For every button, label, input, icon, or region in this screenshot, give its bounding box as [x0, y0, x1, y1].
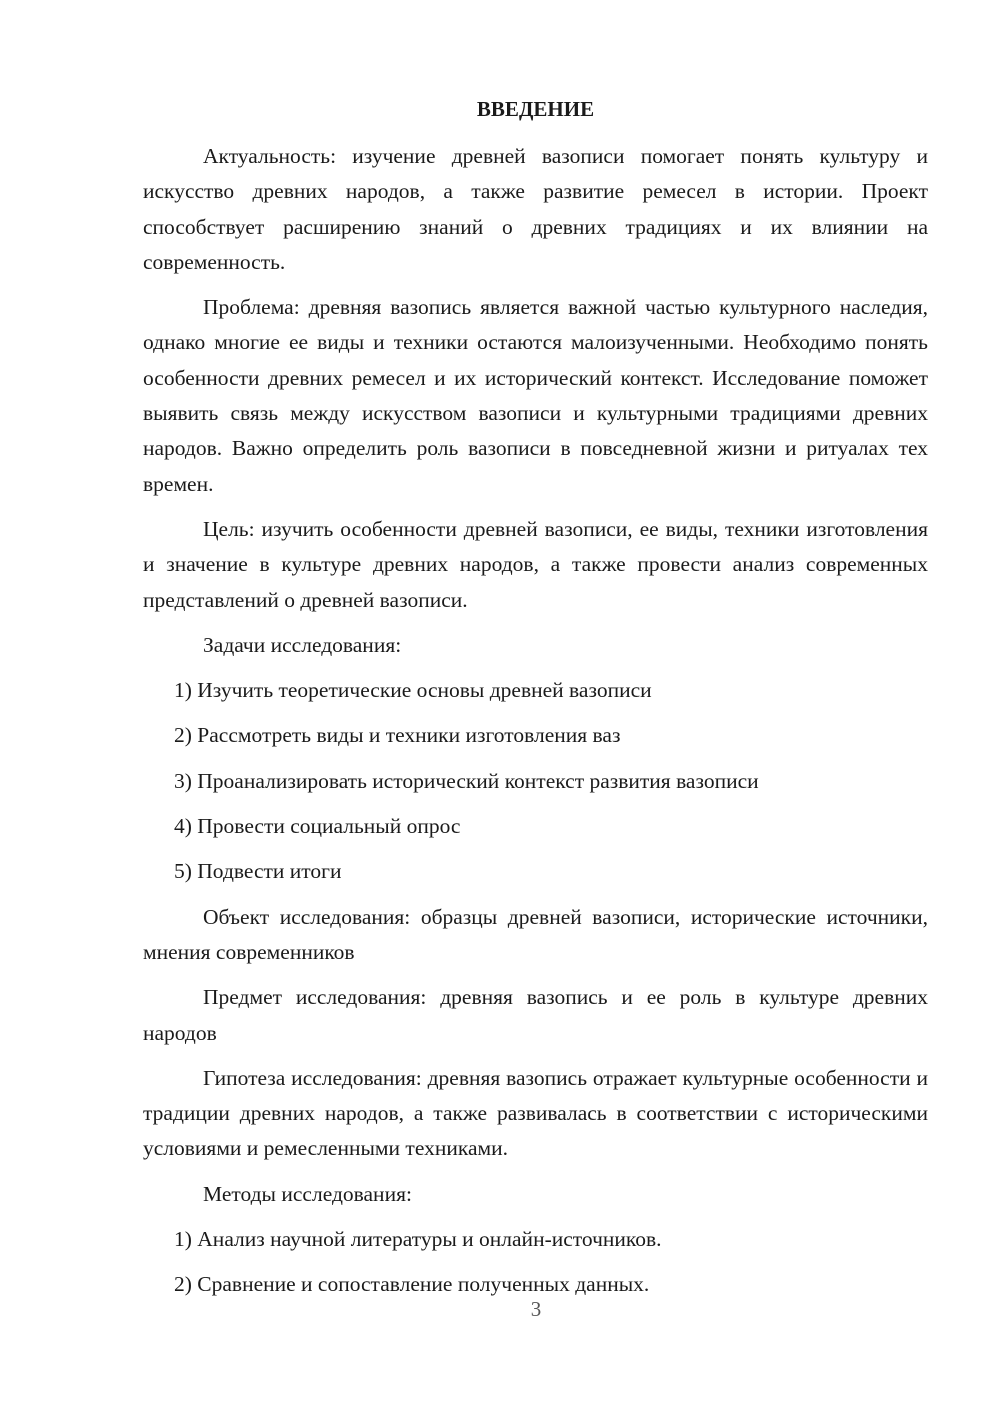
problem-paragraph: Проблема: древняя вазопись является важной частью культурного наследия, однако многие ее виды и техники остаются малоизученными. Необходимо понять особенности древних ремесел и их исторический контекст. Исследование поможет выявить связь между искусством вазописи и культурными традициями древних народов. Важно определить роль вазописи в повседневной жизни и ритуалах тех времен.	[143, 295, 928, 496]
goal-paragraph: Цель: изучить особенности древней вазописи, ее виды, техники изготовления и значение в культуре древних народов, а также провести анализ современных представлений о древней вазописи.	[143, 516, 928, 612]
relevance-paragraph: Актуальность: изучение древней вазописи помогает понять культуру и искусство древних народов, а также развитие ремесел в истории. Проект способствует расширению знаний о древних традициях и их влиянии на современность.	[143, 144, 928, 274]
object-paragraph: Объект исследования: образцы древней вазописи, исторические источники, мнения современников	[143, 904, 928, 964]
task-item: 3) Проанализировать исторический контекст развития вазописи	[174, 768, 759, 793]
task-item: 5) Подвести итоги	[174, 859, 342, 884]
document-page	[143, 95, 928, 1313]
method-item: 2) Сравнение и сопоставление полученных данных.	[174, 1272, 650, 1297]
hypothesis-paragraph: Гипотеза исследования: древняя вазопись отражает культурные особенности и традиции древних народов, а также развивалась в соответствии с историческими условиями и ремесленными техниками.	[143, 1065, 928, 1161]
page-number: 3	[530, 1297, 542, 1321]
methods-title: Методы исследования:	[203, 1181, 412, 1206]
tasks-title: Задачи исследования:	[203, 632, 402, 657]
task-item: 4) Провести социальный опрос	[174, 814, 461, 839]
task-item: 2) Рассмотреть виды и техники изготовления ваз	[174, 723, 621, 748]
subject-paragraph: Предмет исследования: древняя вазопись и ее роль в культуре древних народов	[143, 985, 928, 1045]
page-title: ВВЕДЕНИЕ	[476, 97, 595, 121]
method-item: 1) Анализ научной литературы и онлайн-источников.	[174, 1227, 662, 1252]
task-item: 1) Изучить теоретические основы древней вазописи	[174, 678, 652, 703]
